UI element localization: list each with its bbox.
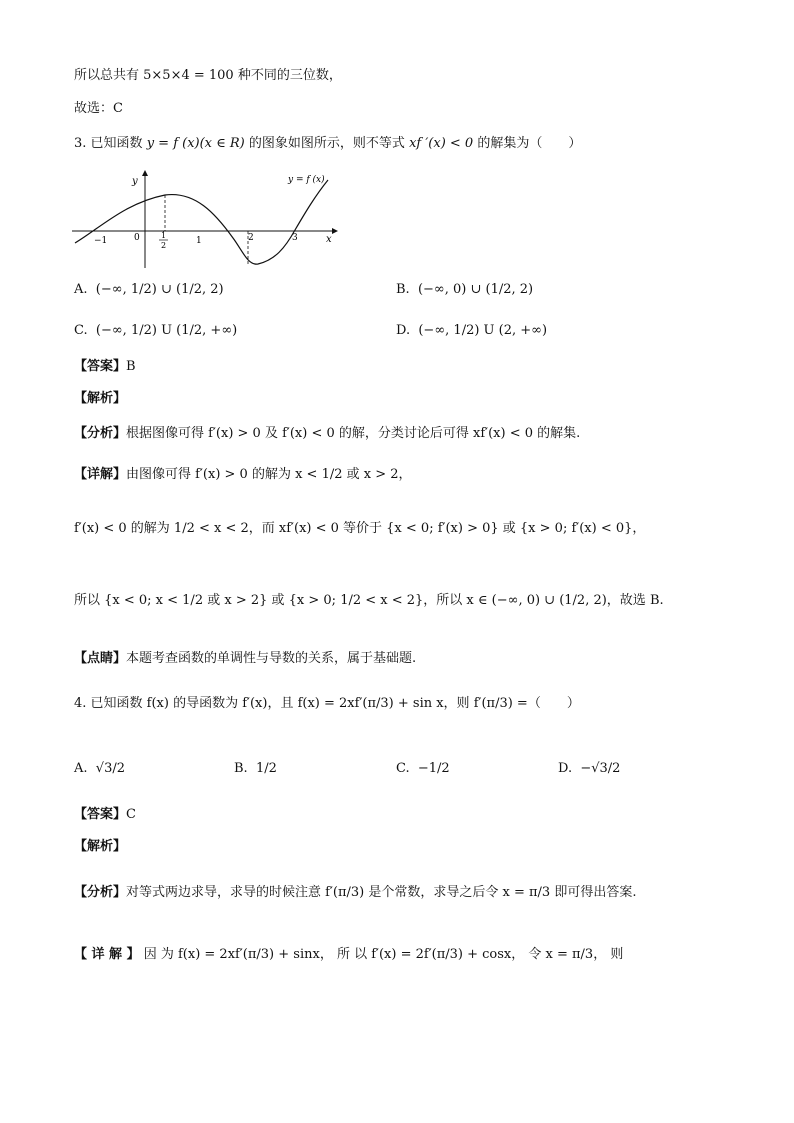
y-axis-label: y — [132, 176, 138, 187]
dianjing-tag: 【点睛】 — [74, 651, 127, 666]
option-label: B. — [234, 761, 248, 776]
fenxi-tag: 【分析】 — [74, 426, 127, 441]
stem-part: 3. 已知函数 — [74, 136, 143, 151]
dianjing-line — [74, 650, 416, 668]
fenxi-line — [74, 425, 580, 443]
option-label: C. — [396, 761, 410, 776]
answer-tag: 【答案】 — [74, 359, 127, 374]
tick-label: −1 — [94, 236, 108, 246]
option-text: (−∞, 1/2) U (1/2, +∞) — [95, 323, 238, 338]
answer-value: B — [126, 359, 136, 374]
fenxi-tag: 【分析】 — [74, 885, 127, 900]
xiangjie-line — [74, 466, 412, 484]
curve-label: y = f (x) — [288, 175, 325, 185]
answer-tag: 【答案】 — [74, 807, 127, 822]
option-text: −√3/2 — [580, 761, 621, 776]
option-a — [74, 281, 224, 299]
analysis-label: 【解析】 — [74, 839, 127, 854]
option-text: (−∞, 1/2) U (2, +∞) — [418, 323, 548, 338]
option-text: (−∞, 1/2) ∪ (1/2, 2) — [95, 282, 224, 297]
x-axis-arrow — [332, 228, 338, 234]
function-def: y = f (x)(x ∈ R) — [146, 136, 245, 151]
tick-label: 1 — [161, 231, 167, 240]
option-text: 1/2 — [255, 761, 277, 776]
option-label: B. — [396, 282, 410, 297]
solution-text: 所以总共有 5×5×4 = 100 种不同的三位数， — [74, 68, 342, 83]
curve — [75, 180, 328, 264]
stem-part: 的解集为（ ） — [477, 136, 582, 151]
xiangjie-tag: 【详解】 — [74, 467, 127, 482]
x-axis-label: x — [326, 234, 332, 245]
option-b — [396, 281, 533, 299]
choice-line — [74, 100, 123, 118]
question-3-stem — [74, 135, 581, 153]
option-text: −1/2 — [417, 761, 450, 776]
option-a — [74, 760, 125, 778]
option-text: √3/2 — [95, 761, 126, 776]
choice-text: 故选：C — [74, 101, 123, 116]
option-text: (−∞, 0) ∪ (1/2, 2) — [417, 282, 534, 297]
derivation-text: f′(x) < 0 的解为 1/2 < x < 2，而 xf′(x) < 0 等价于 {x < 0; f′(x) > 0} 或 {x > 0; f′(x) < 0}， — [74, 521, 646, 536]
stem-text: 4. 已知函数 f(x) 的导函数为 f′(x)，且 f(x) = 2xf′(π/3) + sin x，则 f′(π/3) =（ ） — [74, 696, 580, 711]
question-4-stem — [74, 695, 580, 713]
xiangjie-text: 由图像可得 f′(x) > 0 的解为 x < 1/2 或 x > 2， — [126, 467, 412, 482]
analysis-tag — [74, 390, 126, 408]
analysis-tag — [74, 838, 126, 856]
answer-value: C — [126, 807, 136, 822]
xiangjie-tag: 【 详 解 】 — [74, 947, 140, 962]
fenxi-text: 对等式两边求导，求导的时候注意 f′(π/3) 是个常数，求导之后令 x = π/3 即可得出答案. — [126, 885, 637, 900]
dianjing-text: 本题考查函数的单调性与导数的关系，属于基础题. — [126, 651, 417, 666]
option-d — [396, 322, 547, 340]
analysis-label: 【解析】 — [74, 391, 127, 406]
option-label: D. — [396, 323, 411, 338]
fenxi-line — [74, 884, 636, 902]
option-c — [74, 322, 237, 340]
option-b — [234, 760, 277, 778]
tick-label: 1 — [196, 236, 202, 246]
tick-label: 3 — [292, 233, 298, 243]
stem-part: 的图象如图所示，则不等式 — [248, 136, 405, 151]
function-graph — [70, 168, 340, 273]
derivation-line — [74, 520, 645, 538]
xiangjie-text: 因 为 f(x) = 2xf′(π/3) + sinx， 所 以 f′(x) = 2f′(π/3) + cosx， 令 x = π/3， 则 — [143, 947, 624, 962]
xiangjie-line — [74, 946, 623, 964]
tick-label: 2 — [161, 241, 167, 250]
option-label: C. — [74, 323, 88, 338]
option-c — [396, 760, 450, 778]
fenxi-text: 根据图像可得 f′(x) > 0 及 f′(x) < 0 的解，分类讨论后可得 xf′(x) < 0 的解集. — [126, 426, 581, 441]
option-label: A. — [74, 282, 88, 297]
inequality: xf ′(x) < 0 — [409, 136, 474, 151]
option-label: A. — [74, 761, 88, 776]
solution-line — [74, 67, 342, 85]
y-axis-arrow — [142, 170, 148, 176]
answer-line — [74, 806, 136, 824]
tick-label: 2 — [248, 233, 254, 243]
conclusion-line — [74, 592, 664, 610]
option-label: D. — [558, 761, 573, 776]
conclusion-text: 所以 {x < 0; x < 1/2 或 x > 2} 或 {x > 0; 1/2 < x < 2}，所以 x ∈ (−∞, 0) ∪ (1/2, 2)，故选 B. — [74, 593, 664, 608]
tick-label: 0 — [134, 233, 140, 243]
answer-line — [74, 358, 136, 376]
option-d — [558, 760, 620, 778]
